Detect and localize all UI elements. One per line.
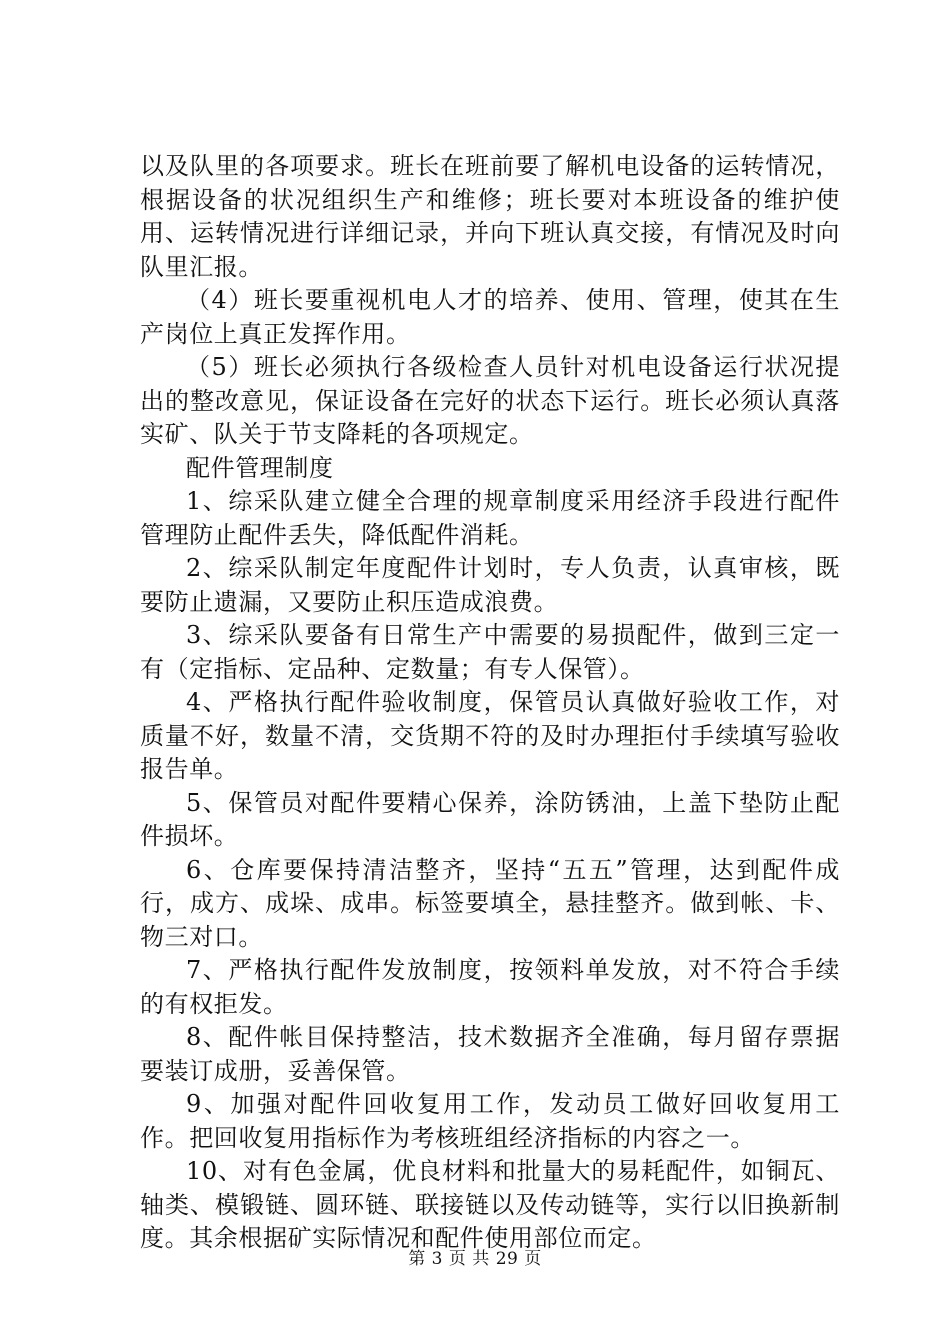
list-item: 2、综采队制定年度配件计划时，专人负责，认真审核，既要防止遗漏，又要防止积压造成浪费。 xyxy=(140,554,840,616)
page-footer: 第 3 页 共 29 页 xyxy=(408,1249,542,1269)
list-item: 7、严格执行配件发放制度，按领料单发放，对不符合手续的有权拒发。 xyxy=(140,956,840,1018)
list-item: 4、严格执行配件验收制度，保管员认真做好验收工作，对质量不好，数量不清，交货期不符的及时办理拒付手续填写验收报告单。 xyxy=(140,688,840,783)
paragraph-item-4: （4）班长要重视机电人才的培养、使用、管理，使其在生产岗位上真正发挥作用。 xyxy=(140,286,840,348)
list-item: 3、综采队要备有日常生产中需要的易损配件，做到三定一有（定指标、定品种、定数量；有专人保管）。 xyxy=(140,621,840,683)
list-item: 1、综采队建立健全合理的规章制度采用经济手段进行配件管理防止配件丢失，降低配件消耗。 xyxy=(140,487,840,549)
list-item: 9、加强对配件回收复用工作，发动员工做好回收复用工作。把回收复用指标作为考核班组经济指标的内容之一。 xyxy=(140,1090,840,1152)
section-title: 配件管理制度 xyxy=(186,453,334,482)
list-item: 8、配件帐目保持整洁，技术数据齐全准确，每月留存票据要装订成册，妥善保管。 xyxy=(140,1023,840,1085)
list-item: 5、保管员对配件要精心保养，涂防锈油，上盖下垫防止配件损坏。 xyxy=(140,788,840,850)
list-item: 6、仓库要保持清洁整齐，坚持“五五”管理，达到配件成行，成方、成垛、成串。标签要填全，悬挂整齐。做到帐、卡、物三对口。 xyxy=(140,855,840,951)
list-item: 10、对有色金属，优良材料和批量大的易耗配件，如铜瓦、轴类、模锻链、圆环链、联接链以及传动链等，实行以旧换新制度。其余根据矿实际情况和配件使用部位而定。 xyxy=(140,1157,840,1252)
document-body xyxy=(140,150,840,1256)
paragraph-continuation: 以及队里的各项要求。班长在班前要了解机电设备的运转情况，根据设备的状况组织生产和维修；班长要对本班设备的维护使用、运转情况进行详细记录，并向下班认真交接，有情况及时向队里汇报。 xyxy=(140,152,840,281)
paragraph-item-5: （5）班长必须执行各级检查人员针对机电设备运行状况提出的整改意见，保证设备在完好的状态下运行。班长必须认真落实矿、队关于节支降耗的各项规定。 xyxy=(140,353,840,448)
